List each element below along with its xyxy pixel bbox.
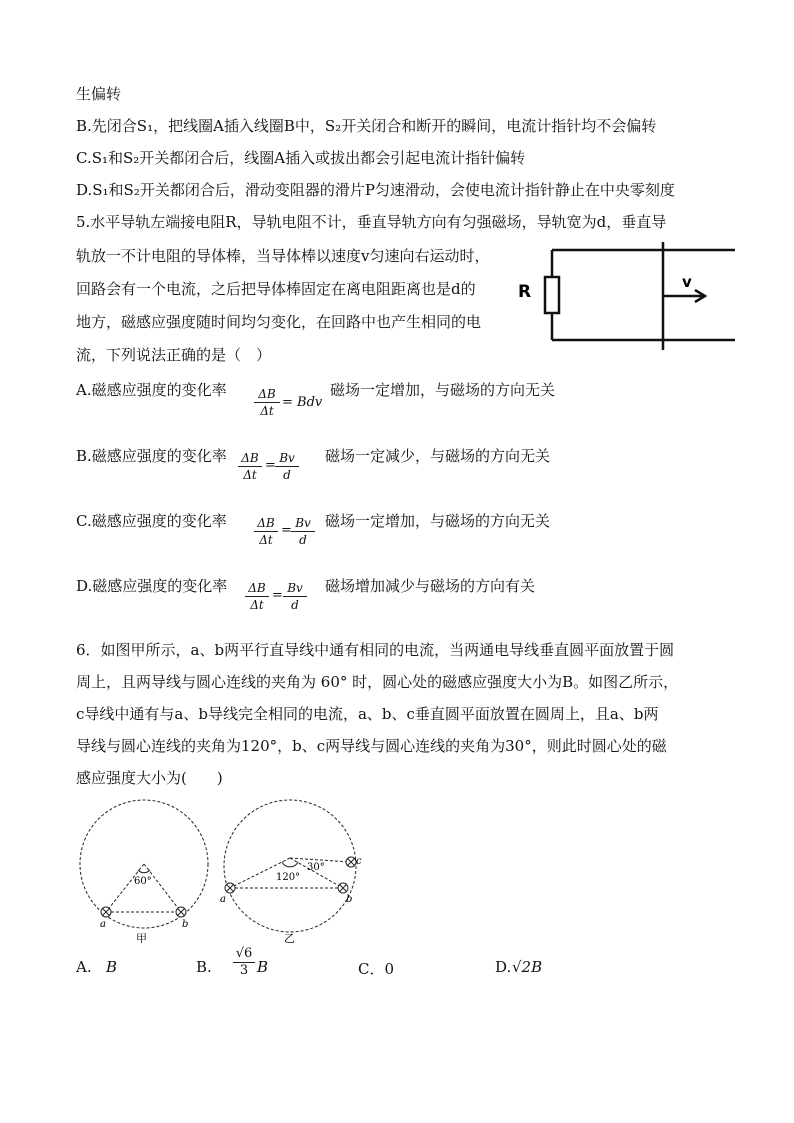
q5-option-b-fraction-left — [238, 450, 262, 483]
q4-option-c: C.S₁和S₂开关都闭合后，线圈A插入或拔出都会引起电流计指针偏转 — [76, 149, 526, 167]
label-b: b — [346, 894, 353, 905]
fraction-numerator: Bv — [275, 450, 299, 467]
label-c: c — [356, 856, 362, 867]
rail-circuit-diagram — [515, 240, 740, 355]
fraction-denominator: Δt — [243, 468, 257, 482]
wire-c-icon — [346, 857, 356, 867]
fraction-numerator: Bv — [291, 515, 315, 532]
q5-stem-3: 回路会有一个电流，之后把导体棒固定在离电阻距离也是d的 — [76, 280, 476, 298]
label-a: a — [100, 919, 106, 930]
figure-yi — [218, 796, 368, 946]
wire-b-icon — [338, 883, 348, 893]
q6-answer-d-label: D. — [495, 958, 512, 976]
figure-caption-yi: 乙 — [284, 932, 295, 945]
q5-option-b-prefix: B.磁感应强度的变化率 — [76, 447, 227, 465]
fraction-denominator: d — [283, 468, 291, 482]
q6-answer-c: C．0 — [358, 960, 395, 978]
figure-caption-jia: 甲 — [136, 932, 147, 945]
wire-a-icon — [101, 907, 111, 917]
figure-jia — [76, 796, 214, 946]
q5-option-d-fraction-left — [245, 580, 269, 613]
q6-answer-a-label: A. — [76, 958, 92, 976]
q5-stem-2: 轨放一不计电阻的导体棒，当导体棒以速度v匀速向右运动时， — [76, 247, 490, 265]
q4-line-1: 生偏转 — [76, 85, 122, 103]
equals-sign: = — [272, 588, 283, 603]
label-b: b — [182, 919, 189, 930]
q6-stem-3: c导线中通有与a、b导线完全相同的电流，a、b、c垂直圆平面放置在圆周上，且a、b两 — [76, 705, 659, 723]
q5-option-a-rhs: = Bdv — [282, 395, 323, 410]
angle-label-120: 120° — [276, 872, 301, 883]
q5-option-c-prefix: C.磁感应强度的变化率 — [76, 512, 227, 530]
q4-option-d: D.S₁和S₂开关都闭合后，滑动变阻器的滑片P匀速滑动，会使电流计指针静止在中央零刻度 — [76, 181, 675, 199]
fraction-numerator: ΔB — [245, 580, 269, 597]
q6-answer-b-value: B — [257, 958, 269, 976]
q5-option-c-fraction-right — [291, 515, 315, 548]
q6-stem-4: 导线与圆心连线的夹角为120°，b、c两导线与圆心连线的夹角为30°，则此时圆心处的磁 — [76, 737, 667, 755]
q6-answer-b-label: B. — [196, 958, 212, 976]
q6-answer-a-value: B — [106, 958, 118, 976]
q6-stem-1: 6．如图甲所示，a、b两平行直导线中通有相同的电流，当两通电导线垂直圆平面放置于圆 — [76, 641, 675, 659]
q6-stem-5: 感应强度大小为( ) — [76, 769, 223, 787]
equals-sign: = — [281, 523, 292, 538]
q5-option-a-prefix: A.磁感应强度的变化率 — [76, 381, 227, 399]
q5-option-a-fraction — [254, 386, 280, 419]
fraction-numerator: Bv — [283, 580, 307, 597]
angle-label-60: 60° — [134, 876, 152, 887]
q5-stem-4: 地方，磁感应强度随时间均匀变化，在回路中也产生相同的电 — [76, 313, 482, 331]
fraction-numerator: ΔB — [254, 515, 278, 532]
fraction-denominator: d — [291, 598, 299, 612]
q5-stem-1: 5.水平导轨左端接电阻R，导轨电阻不计，垂直导轨方向有匀强磁场，导轨宽为d，垂直导 — [76, 213, 667, 231]
q5-stem-5: 流，下列说法正确的是（ ） — [76, 346, 272, 364]
angle-label-30: 30° — [307, 862, 325, 873]
q5-option-d-prefix: D.磁感应强度的变化率 — [76, 577, 228, 595]
q5-option-c-fraction-left — [254, 515, 278, 548]
fraction-denominator: d — [299, 533, 307, 547]
q6-answer-b-fraction — [233, 946, 255, 979]
velocity-label: v — [682, 273, 692, 291]
equals-sign: = — [265, 458, 276, 473]
fraction-denominator: Δt — [250, 598, 264, 612]
q6-stem-2: 周上，且两导线与圆心连线的夹角为 60° 时，圆心处的磁感应强度大小为B。如图乙所示， — [76, 673, 679, 691]
resistor-label: R — [518, 282, 532, 302]
wire-a-icon — [225, 883, 235, 893]
q6-answer-d-value: √2B — [512, 958, 543, 976]
q5-option-b-suffix: 磁场一定减少，与磁场的方向无关 — [325, 447, 551, 465]
q5-option-a-suffix: 磁场一定增加，与磁场的方向无关 — [330, 381, 556, 399]
q5-option-c-suffix: 磁场一定增加，与磁场的方向无关 — [325, 512, 551, 530]
q4-option-b: B.先闭合S₁，把线圈A插入线圈B中，S₂开关闭合和断开的瞬间，电流计指针均不会偏转 — [76, 117, 657, 135]
fraction-numerator: √6 — [233, 946, 255, 963]
fraction-denominator: Δt — [260, 404, 274, 418]
q5-option-d-fraction-right — [283, 580, 307, 613]
fraction-numerator: ΔB — [254, 386, 280, 403]
fraction-denominator: Δt — [259, 533, 273, 547]
wire-b-icon — [176, 907, 186, 917]
q5-option-d-suffix: 磁场增加减少与磁场的方向有关 — [325, 577, 536, 595]
fraction-denominator: 3 — [239, 963, 249, 978]
label-a: a — [220, 894, 226, 905]
q5-option-b-fraction-right — [275, 450, 299, 483]
fraction-numerator: ΔB — [238, 450, 262, 467]
